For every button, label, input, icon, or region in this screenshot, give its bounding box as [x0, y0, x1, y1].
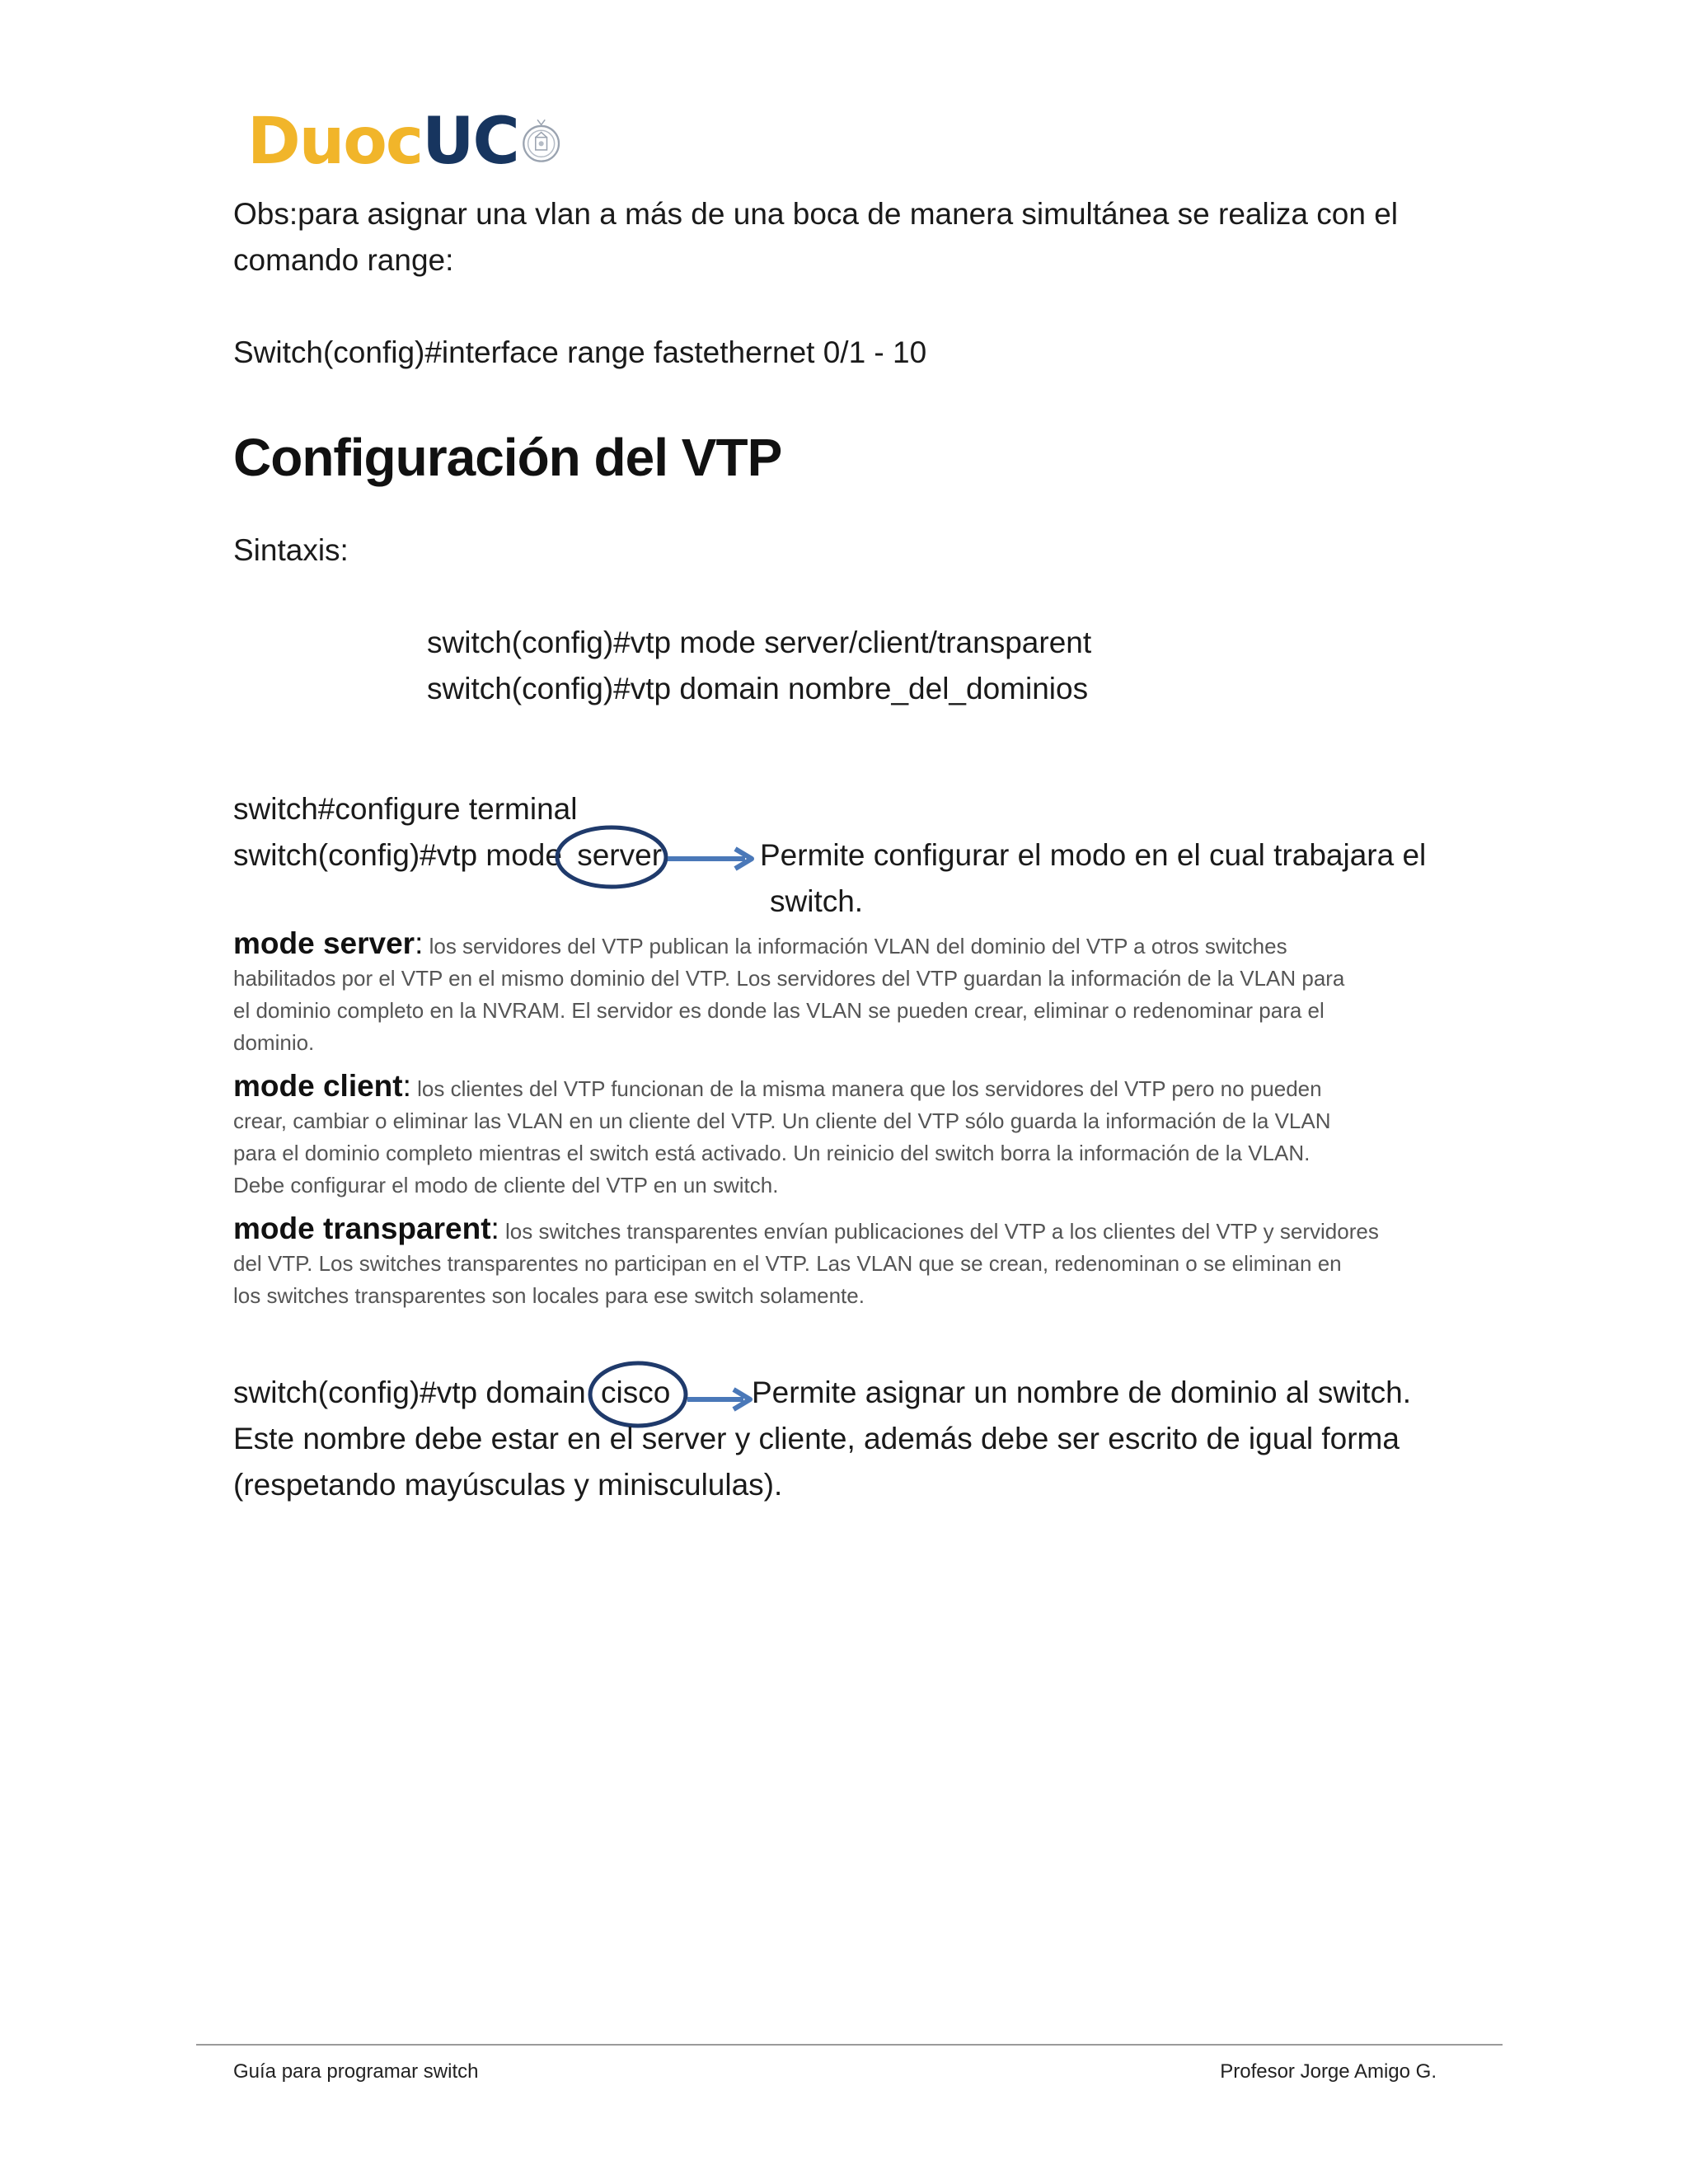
syntax-label: Sintaxis:: [233, 533, 349, 567]
mode-server-text-2: habilitados por el VTP en el mismo dominio del VTP. Los servidores del VTP guardan la información de la VLAN para: [233, 966, 1345, 991]
mode-server-definition: mode server: los servidores del VTP publican la información VLAN del dominio del VTP a otros switches habilitados por el VTP en el mismo dominio del VTP. Los servidores del VTP guardan la información de la VLAN para el dominio completo en la NVRAM. El servidor es donde las VLAN se pueden crear, eliminar o redenominar para el dominio.: [233, 927, 1445, 1059]
vtp-domain-prefix: switch(config)#vtp domain: [233, 1376, 586, 1409]
server-circle-annotation: [554, 824, 768, 890]
mode-transparent-text-3: los switches transparentes son locales para ese switch solamente.: [233, 1283, 865, 1308]
mode-client-text-1: los clientes del VTP funcionan de la misma manera que los servidores del VTP pero no pueden: [417, 1076, 1322, 1101]
vtp-domain-argument: cisco: [601, 1376, 671, 1409]
obs-line-1: Obs:para asignar una vlan a más de una boca de manera simultánea se realiza con el: [233, 197, 1399, 231]
vtp-mode-description-line-2: switch.: [770, 884, 864, 918]
mode-transparent-term: mode transparent: [233, 1212, 491, 1245]
footer-divider: [196, 2044, 1503, 2046]
duoc-uc-logo: [247, 97, 560, 186]
domain-note-line-3: (respetando mayúsculas y miniscululas).: [233, 1468, 783, 1502]
section-heading: Configuración del VTP: [233, 428, 782, 487]
configure-terminal-command: switch#configure terminal: [233, 792, 578, 826]
vtp-mode-argument: server: [577, 838, 663, 872]
vtp-mode-prefix: switch(config)#vtp mode: [233, 838, 562, 872]
mode-client-text-4: Debe configurar el modo de cliente del VTP en un switch.: [233, 1173, 779, 1197]
mode-server-text-1: los servidores del VTP publican la información VLAN del dominio del VTP a otros switches: [429, 934, 1287, 958]
logo-uc-text: UC: [422, 105, 518, 179]
mode-transparent-definition: mode transparent: los switches transparentes envían publicaciones del VTP a los clientes del VTP y servidores del VTP. Los switches transparentes no participan en el VTP. Las VLAN que se crean, redenominan o se eliminan en los switches transparentes son locales para ese switch solamente.: [233, 1212, 1445, 1312]
domain-note-line-2: Este nombre debe estar en el server y cliente, además debe ser escrito de igual forma: [233, 1422, 1400, 1455]
logo-duoc-text: Duoc: [247, 105, 423, 179]
vtp-domain-description: Permite asignar un nombre de dominio al switch.: [752, 1376, 1411, 1409]
mode-server-term: mode server: [233, 926, 415, 960]
syntax-line-2: switch(config)#vtp domain nombre_del_dominios: [427, 672, 1089, 705]
footer-left-text: Guía para programar switch: [233, 2060, 479, 2083]
mode-client-text-3: para el dominio completo mientras el switch está activado. Un reinicio del switch borra la información de la VLAN.: [233, 1141, 1311, 1165]
mode-server-text-4: dominio.: [233, 1030, 315, 1055]
mode-server-text-3: el dominio completo en la NVRAM. El servidor es donde las VLAN se pueden crear, eliminar o redenominar para el: [233, 998, 1325, 1023]
mode-transparent-text-2: del VTP. Los switches transparentes no participan en el VTP. Las VLAN que se crean, redenominan o se eliminan en: [233, 1251, 1342, 1276]
mode-client-term: mode client: [233, 1069, 403, 1103]
syntax-line-1: switch(config)#vtp mode server/client/transparent: [427, 626, 1092, 659]
mode-client-definition: mode client: los clientes del VTP funcionan de la misma manera que los servidores del VTP pero no pueden crear, cambiar o eliminar las VLAN en un cliente del VTP. Un cliente del VTP sólo guarda la información de la VLAN para el dominio completo mientras el switch está activado. Un reinicio del switch borra la información de la VLAN. Debe configurar el modo de cliente del VTP en un switch.: [233, 1070, 1445, 1202]
obs-line-2: comando range:: [233, 243, 454, 277]
mode-client-text-2: crear, cambiar o eliminar las VLAN en un cliente del VTP. Un cliente del VTP sólo guarda la información de la VLAN: [233, 1108, 1331, 1133]
mode-transparent-text-1: los switches transparentes envían publicaciones del VTP a los clientes del VTP y servidores: [505, 1219, 1379, 1244]
vtp-mode-description-line-1: Permite configurar el modo en el cual trabajara el: [760, 838, 1427, 872]
range-command: Switch(config)#interface range fastethernet 0/1 - 10: [233, 335, 927, 369]
university-seal-icon: [522, 108, 560, 176]
footer-right-text: Profesor Jorge Amigo G.: [1220, 2060, 1437, 2083]
